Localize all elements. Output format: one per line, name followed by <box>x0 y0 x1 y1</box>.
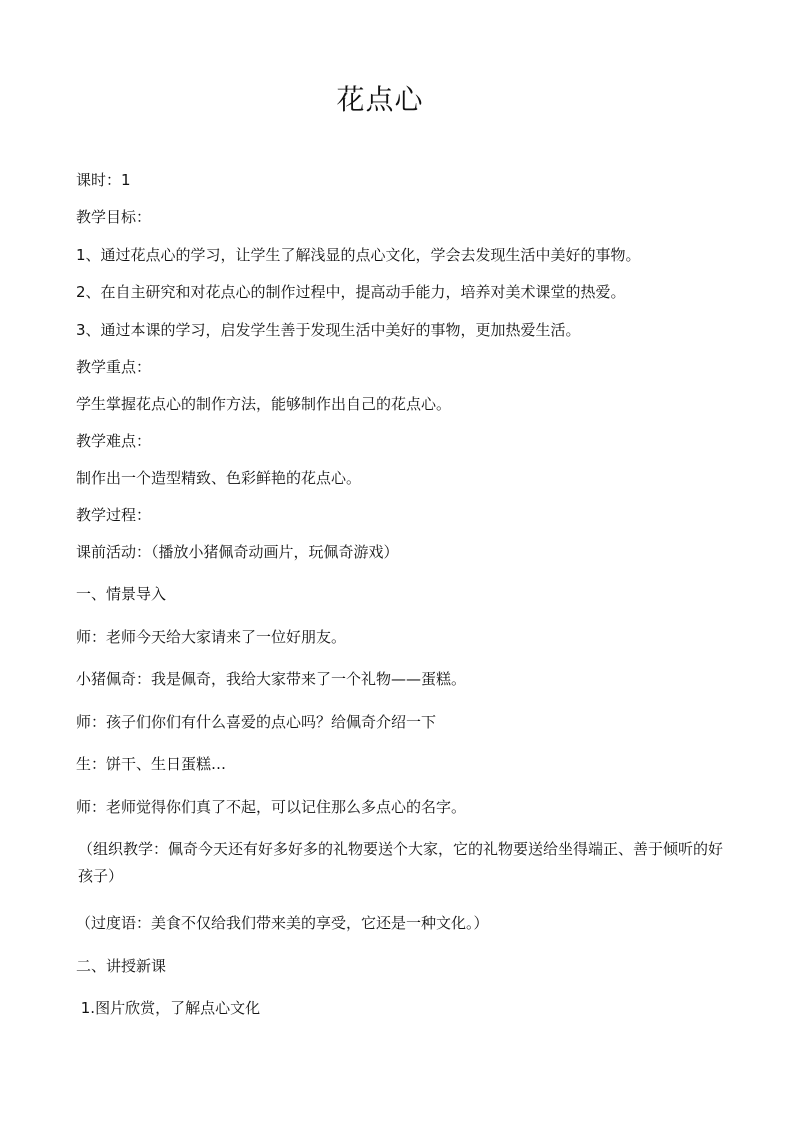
objective-3: 3、通过本课的学习，启发学生善于发现生活中美好的事物，更加热爱生活。 <box>76 321 581 339</box>
section-heading-objectives: 教学目标： <box>76 208 152 226</box>
transition-note: （过度语：美食不仅给我们带来美的享受，它还是一种文化。） <box>76 914 489 932</box>
objective-2: 2、在自主研究和对花点心的制作过程中，提高动手能力，培养对美术课堂的热爱。 <box>76 283 626 301</box>
section-heading-difficulties: 教学难点： <box>76 432 152 450</box>
part-1-heading: 一、情景导入 <box>76 585 167 603</box>
key-point-text: 学生掌握花点心的制作方法，能够制作出自己的花点心。 <box>76 395 452 413</box>
organize-teaching-note: （组织教学：佩奇今天还有好多好多的礼物要送个大家，它的礼物要送给坐得端正、善于倾听的好孩子） <box>78 840 724 885</box>
document-title: 花点心 <box>336 83 424 116</box>
objective-1: 1、通过花点心的学习，让学生了解浅显的点心文化，学会去发现生活中美好的事物。 <box>76 246 641 264</box>
dialogue-line: 师：老师今天给大家请来了一位好朋友。 <box>76 628 347 646</box>
section-heading-process: 教学过程： <box>76 506 152 524</box>
subsection-heading: 1.图片欣赏，了解点心文化 <box>76 999 261 1017</box>
section-heading-key-points: 教学重点： <box>76 358 152 376</box>
difficulty-text: 制作出一个造型精致、色彩鲜艳的花点心。 <box>76 469 362 487</box>
part-2-heading: 二、讲授新课 <box>76 957 167 975</box>
dialogue-line: 师：老师觉得你们真了不起，可以记住那么多点心的名字。 <box>76 798 467 816</box>
dialogue-line: 师：孩子们你们有什么喜爱的点心吗？给佩奇介绍一下 <box>76 713 437 731</box>
pre-class-activity: 课前活动：（播放小猪佩奇动画片，玩佩奇游戏） <box>76 543 399 561</box>
dialogue-line: 生：饼干、生日蛋糕… <box>76 755 227 773</box>
dialogue-line: 小猪佩奇：我是佩奇，我给大家带来了一个礼物——蛋糕。 <box>76 670 467 688</box>
class-hours: 课时：1 <box>76 171 131 189</box>
